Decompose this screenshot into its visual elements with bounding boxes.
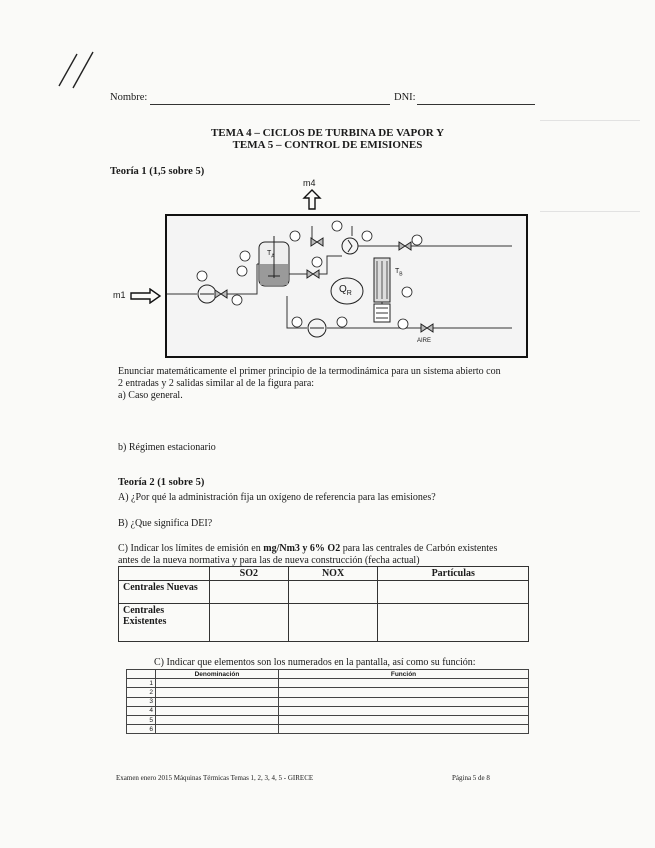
elements-row-number: 4 [127,706,156,715]
elements-cell-funcion[interactable] [279,697,529,706]
heat-qr-label: $Q_R$ [339,284,352,297]
emission-limits-table [118,566,529,642]
teoria-2-question-b: B) ¿Que significa DEI? [118,518,213,529]
teoria-1-question-line-1: Enunciar matemáticamente el primer principio de la termodinámica para un sistema abierto con [118,366,501,377]
m4-arrow-icon [302,189,322,211]
emission-header-particulas: Partículas [378,567,529,581]
elements-cell-denominacion[interactable] [156,725,279,734]
emission-header-nox: NOX [288,567,378,581]
elements-cell-denominacion[interactable] [156,697,279,706]
emission-row-existentes-label: Centrales Existentes [119,604,210,642]
footer-page-number: Página 5 de 8 [452,774,490,782]
pen-stroke-marks [55,48,105,90]
elements-cell-funcion[interactable] [279,725,529,734]
m1-arrow-icon [130,288,162,304]
title-line-2: TEMA 5 – CONTROL DE EMISIONES [232,139,423,151]
teoria-1-part-a: a) Caso general. [118,390,183,401]
emission-cell-existentes-nox[interactable] [288,604,378,642]
teoria-2-question-a: A) ¿Por qué la administración fija un oxígeno de referencia para las emisiones? [118,492,436,503]
elements-cell-funcion[interactable] [279,679,529,688]
title-line-1: TEMA 4 – CICLOS DE TURBINA DE VAPOR Y [210,127,445,139]
emission-cell-nuevas-so2[interactable] [210,581,289,604]
emission-cell-existentes-particulas[interactable] [378,604,529,642]
temperature-a-label: $T_A$ [267,250,275,260]
name-label: Nombre: [110,92,148,103]
elements-row-number: 1 [127,679,156,688]
m4-label: m4 [303,178,316,188]
emission-cell-existentes-so2[interactable] [210,604,289,642]
dni-label: DNI: [394,92,416,103]
temperature-b-label: $T_B$ [395,268,403,278]
elements-header-funcion: Función [279,670,529,679]
teoria-2-question-c-line-1: C) Indicar los límites de emisión en mg/Nm3 y 6% O2 para las centrales de Carbón existentes [118,543,498,554]
elements-header-denominacion: Denominación [156,670,279,679]
teoria-1-question-line-2: 2 entradas y 2 salidas similar al de la figura para: [118,378,315,389]
teoria-2-heading: Teoría 2 (1 sobre 5) [118,477,205,488]
elements-row-number: 3 [127,697,156,706]
aire-label: AIRE [417,338,432,344]
emission-header-so2: SO2 [210,567,289,581]
elements-cell-funcion[interactable] [279,706,529,715]
teoria-1-part-b: b) Régimen estacionario [118,442,216,453]
teoria-2-question-c-line-2: antes de la nueva normativa y para las de nueva construcción (fecha actual) [118,555,420,566]
elements-cell-denominacion[interactable] [156,688,279,697]
elements-cell-funcion[interactable] [279,715,529,724]
elements-cell-denominacion[interactable] [156,715,279,724]
dni-field[interactable] [417,104,535,105]
emission-cell-nuevas-nox[interactable] [288,581,378,604]
elements-row-number: 6 [127,725,156,734]
elements-cell-funcion[interactable] [279,688,529,697]
elements-header-number [127,670,156,679]
footer-exam-info: Examen enero 2015 Máquinas Térmicas Temas 1, 2, 3, 4, 5 - GIRECE [116,774,314,782]
name-field[interactable] [150,104,390,105]
teoria-2-question-d: C) Indicar que elementos son los numerados en la pantalla, así como su función: [154,657,476,668]
emission-row-nuevas-label: Centrales Nuevas [119,581,210,604]
emission-header-blank [119,567,210,581]
m1-label: m1 [113,290,126,300]
emission-cell-nuevas-particulas[interactable] [378,581,529,604]
process-diagram [165,214,528,358]
elements-table [126,669,529,734]
elements-cell-denominacion[interactable] [156,679,279,688]
teoria-1-heading: Teoría 1 (1,5 sobre 5) [110,166,205,177]
elements-row-number: 2 [127,688,156,697]
elements-cell-denominacion[interactable] [156,706,279,715]
elements-row-number: 5 [127,715,156,724]
